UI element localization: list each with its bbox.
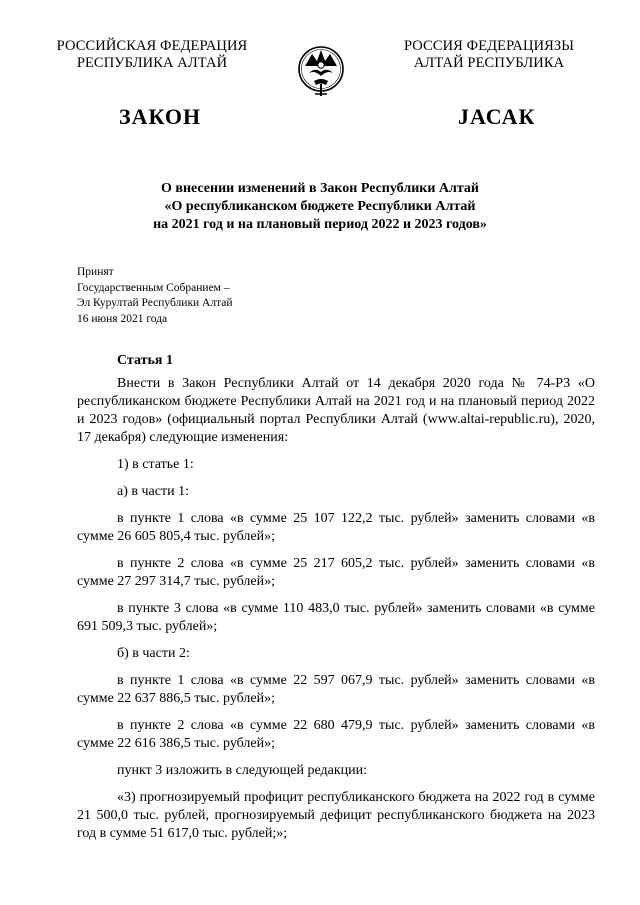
paragraph: пункт 3 изложить в следующей редакции: xyxy=(117,763,367,778)
adoption-date: 16 июня 2021 года xyxy=(77,312,168,325)
adoption-line2: Государственным Собранием – xyxy=(77,281,230,294)
paragraph: в пункте 3 слова «в сумме 110 483,0 тыс. рублей» заменить словами «в сумме 691 509,3 тыс. рублей»; xyxy=(77,601,595,634)
adoption-block xyxy=(77,265,233,327)
header-left xyxy=(42,38,262,72)
adoption-line1: Принят xyxy=(77,266,114,278)
header-right-line2: АЛТАЙ РЕСПУБЛИКА xyxy=(413,55,565,71)
paragraph: 1) в статье 1: xyxy=(117,457,194,472)
document-title-line1: О внесении изменений в Закон Республики Алтай xyxy=(161,181,479,196)
republic-altai-emblem-icon xyxy=(296,36,346,100)
paragraph: «3) прогнозируемый профицит республиканского бюджета на 2022 год в сумме 21 500,0 тыс. рублей, прогнозируемый дефицит республиканского бюджета на 2023 год в сумме 51 617,0 тыс. рублей;»; xyxy=(77,790,595,841)
header-right xyxy=(379,38,599,72)
document-title-line3: на 2021 год и на плановый период 2022 и 2023 годов» xyxy=(153,217,487,232)
paragraph: в пункте 2 слова «в сумме 22 680 479,9 тыс. рублей» заменить словами «в сумме 22 616 386,5 тыс. рублей»; xyxy=(77,718,595,751)
paragraph: в пункте 1 слова «в сумме 25 107 122,2 тыс. рублей» заменить словами «в сумме 26 605 805,4 тыс. рублей»; xyxy=(77,511,595,544)
header-right-line1: РОССИЯ ФЕДЕРАЦИЯЗЫ xyxy=(403,38,575,54)
paragraph: Внести в Закон Республики Алтай от 14 декабря 2020 года № 74-РЗ «О республиканском бюджете Республики Алтай на 2021 год и на плановый период 2022 и 2023 годов» (официальный портал Республики Алтай (www.altai-republic.ru), 2020, 17 декабря) следующие изменения: xyxy=(77,376,595,445)
paragraph: в пункте 2 слова «в сумме 25 217 605,2 тыс. рублей» заменить словами «в сумме 27 297 314,7 тыс. рублей»; xyxy=(77,556,595,589)
header-left-line2: РЕСПУБЛИКА АЛТАЙ xyxy=(76,55,228,71)
header-left-line1: РОССИЙСКАЯ ФЕДЕРАЦИЯ xyxy=(56,38,248,54)
document-title xyxy=(60,180,580,234)
article-heading: Статья 1 xyxy=(117,353,173,368)
law-title-altai: JАСАК xyxy=(458,104,536,129)
paragraph: а) в части 1: xyxy=(117,484,189,499)
paragraph: в пункте 1 слова «в сумме 22 597 067,9 тыс. рублей» заменить словами «в сумме 22 637 886,5 тыс. рублей»; xyxy=(77,673,595,706)
paragraph: б) в части 2: xyxy=(117,646,190,661)
law-title-russian: ЗАКОН xyxy=(119,104,202,129)
document-title-line2: «О республиканском бюджете Республики Алтай xyxy=(164,199,476,214)
adoption-line3: Эл Курултай Республики Алтай xyxy=(77,297,233,309)
article-body xyxy=(77,352,595,843)
